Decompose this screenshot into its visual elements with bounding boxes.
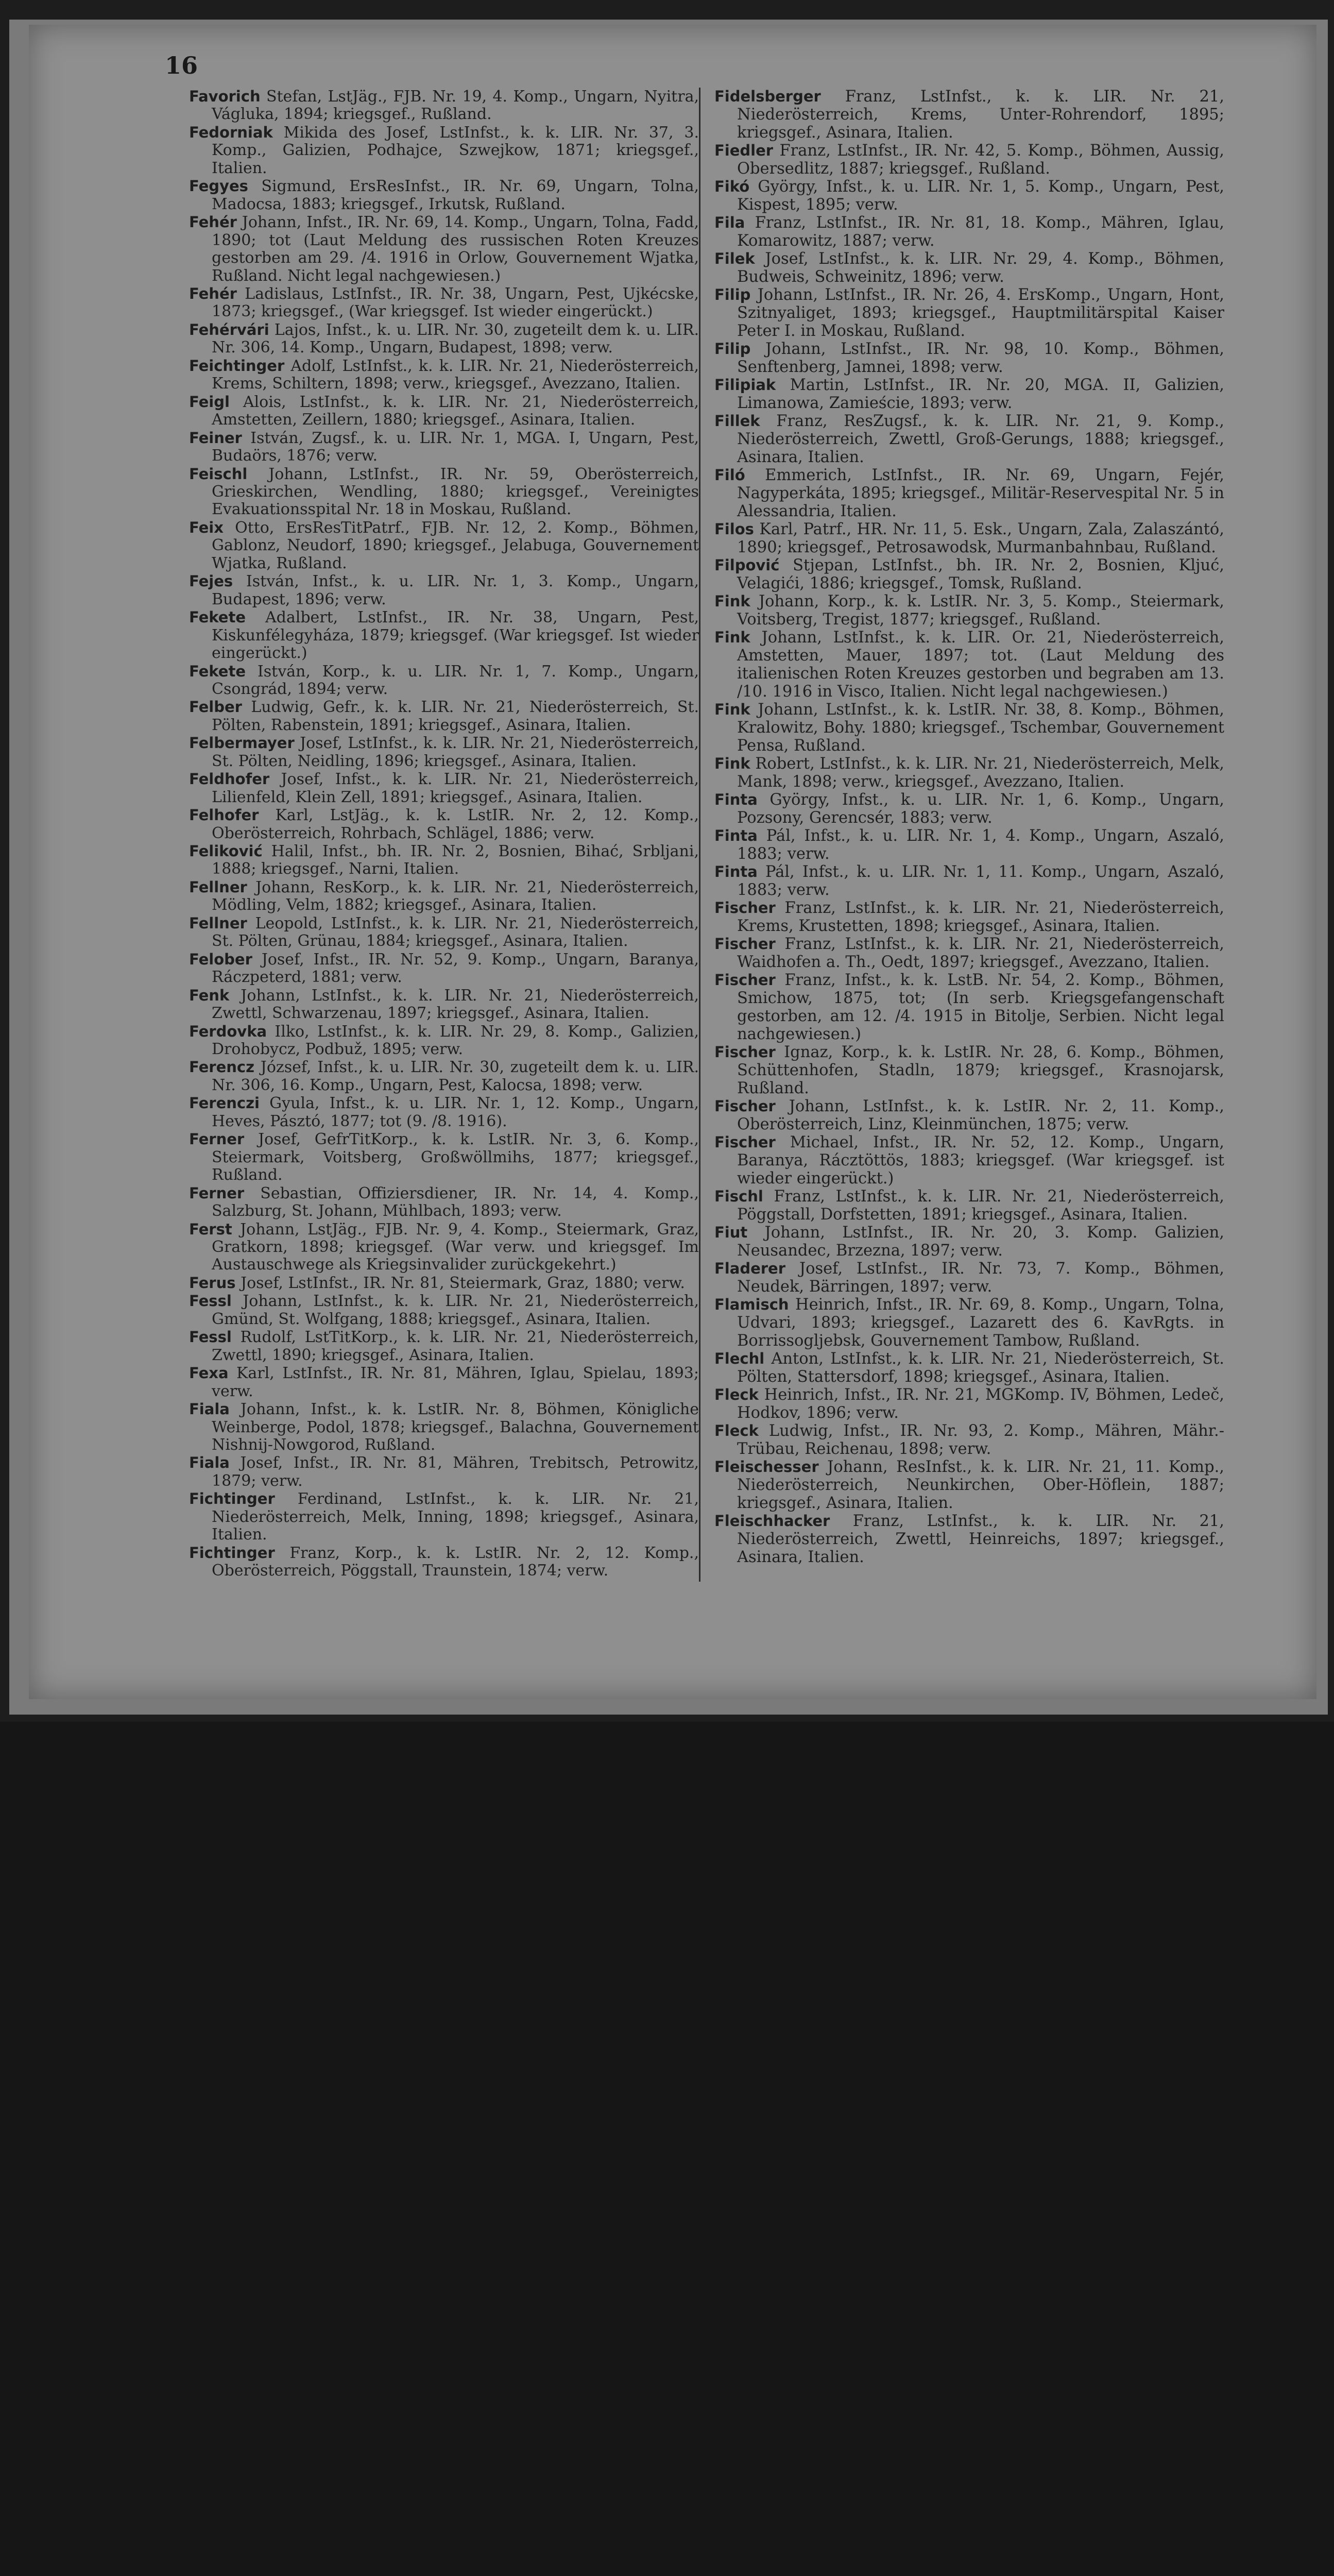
entry-surname: Fichtinger	[189, 1544, 275, 1562]
entry-surname: Felhofer	[189, 806, 259, 824]
register-entry	[714, 88, 1224, 142]
entry-details: Ludwig, Infst., IR. Nr. 93, 2. Komp., Mähren, Mähr.-Trübau, Reichenau, 1898; verw.	[737, 1422, 1224, 1458]
entry-details: Otto, ErsResTitPatrf., FJB. Nr. 12, 2. Komp., Böhmen, Gablonz, Neudorf, 1890; kriegsgef., Jelabuga, Gouvernement Wjatka, Rußland.	[212, 518, 699, 572]
register-entry	[189, 393, 699, 429]
entry-surname: Ferst	[189, 1220, 232, 1238]
register-entry	[189, 465, 699, 519]
register-entry	[714, 701, 1224, 755]
entry-surname: Fiedler	[714, 142, 774, 159]
register-entry	[189, 770, 699, 806]
entry-surname: Filip	[714, 340, 751, 358]
register-entry	[714, 1224, 1224, 1260]
register-entry	[714, 250, 1224, 286]
register-entry	[189, 1184, 699, 1221]
entry-details: Stefan, LstJäg., FJB. Nr. 19, 4. Komp., Ungarn, Nyitra, Vágluka, 1894; kriegsgef., Rußland.	[212, 88, 699, 124]
entry-surname: Favorich	[189, 88, 261, 105]
entry-details: Ludwig, Gefr., k. k. LIR. Nr. 21, Niederösterreich, St. Pölten, Rabenstein, 1891; kriegsgef., Asinara, Italien.	[212, 698, 699, 734]
register-entry	[189, 88, 699, 124]
register-entry	[714, 629, 1224, 701]
register-entry	[714, 592, 1224, 629]
entry-details: Gyula, Infst., k. u. LIR. Nr. 1, 12. Komp., Ungarn, Heves, Pásztó, 1877; tot (9. /8. 1916).	[212, 1094, 699, 1130]
entry-surname: Finta	[714, 863, 758, 880]
entry-surname: Ferus	[189, 1274, 236, 1292]
entry-details: Johann, Infst., k. k. LstIR. Nr. 8, Böhmen, Königliche Weinberge, Podol, 1878; kriegsgef., Balachna, Gouvernement Nishnij-Nowgorod, Rußland.	[212, 1400, 699, 1454]
entry-surname: Fiala	[189, 1454, 230, 1472]
register-entry	[714, 1512, 1224, 1566]
entry-details: Karl, LstJäg., k. k. LstIR. Nr. 2, 12. Komp., Oberösterreich, Rohrbach, Schlägel, 1886; verw.	[212, 806, 699, 842]
entry-details: Josef, Infst., k. k. LIR. Nr. 21, Niederösterreich, Lilienfeld, Klein Zell, 1891; kriegsgef., Asinara, Italien.	[212, 770, 699, 806]
register-entry	[189, 519, 699, 572]
entry-details: Johann, LstInfst., IR. Nr. 26, 4. ErsKomp., Ungarn, Hont, Szitnyaliget, 1893; kriegsgef., Hauptmilitärspital Kaiser Peter I. in Moskau, Rußland.	[737, 286, 1224, 340]
entry-details: Karl, LstInfst., IR. Nr. 81, Mähren, Iglau, Spielau, 1893; verw.	[212, 1364, 699, 1400]
entry-surname: Fink	[714, 701, 750, 718]
register-entry	[189, 663, 699, 699]
entry-surname: Ferner	[189, 1184, 245, 1202]
register-entry	[189, 734, 699, 770]
register-entry	[714, 1097, 1224, 1133]
register-entry	[189, 321, 699, 357]
register-entry	[189, 1274, 699, 1292]
entry-details: Josef, Infst., IR. Nr. 52, 9. Komp., Ungarn, Baranya, Ráczpeterd, 1881; verw.	[212, 950, 699, 987]
register-entry	[189, 357, 699, 393]
entry-details: István, Zugsf., k. u. LIR. Nr. 1, MGA. I, Ungarn, Pest, Budaörs, 1876; verw.	[212, 429, 699, 465]
entry-surname: Fehér	[189, 284, 237, 302]
entry-surname: Fidelsberger	[714, 88, 821, 105]
entry-details: Johann, LstInfst., IR. Nr. 59, Oberösterreich, Grieskirchen, Wendling, 1880; kriegsgef., Vereinigtes Evakuationsspital Nr. 18 in Moskau, Rußland.	[212, 465, 699, 519]
entry-details: Heinrich, Infst., IR. Nr. 69, 8. Komp., Ungarn, Tolna, Udvari, 1893; kriegsgef., Lazarett des 6. KavRgts. in Borrissogljebsk, Gouvernement Tambow, Rußland.	[737, 1296, 1224, 1350]
register-entry	[189, 213, 699, 285]
entry-details: Sebastian, Offiziersdiener, IR. Nr. 14, 4. Komp., Salzburg, St. Johann, Mühlbach, 1893; verw.	[212, 1184, 699, 1221]
entry-surname: Fikó	[714, 178, 750, 195]
register-entry	[189, 1454, 699, 1490]
register-entry	[189, 572, 699, 608]
entry-details: Johann, LstInfst., k. k. LIR. Nr. 21, Niederösterreich, Gmünd, St. Wolfgang, 1888; kriegsgef., Asinara, Italien.	[212, 1292, 699, 1328]
entry-details: Johann, LstInfst., k. k. LstIR. Nr. 2, 11. Komp., Oberösterreich, Linz, Kleinmünchen, 1875; verw.	[737, 1097, 1224, 1133]
entry-details: Ferdinand, LstInfst., k. k. LIR. Nr. 21, Niederösterreich, Melk, Inning, 1898; kriegsgef., Asinara, Italien.	[212, 1490, 699, 1544]
entry-surname: Fexa	[189, 1364, 229, 1382]
entry-details: Pál, Infst., k. u. LIR. Nr. 1, 4. Komp., Ungarn, Aszaló, 1883; verw.	[737, 827, 1224, 863]
entry-surname: Feiner	[189, 429, 242, 447]
register-entry	[189, 842, 699, 878]
entry-details: Franz, Korp., k. k. LstIR. Nr. 2, 12. Komp., Oberösterreich, Pöggstall, Traunstein, 1874; verw.	[212, 1544, 699, 1580]
register-entry	[189, 124, 699, 177]
entry-surname: Fila	[714, 214, 745, 231]
entry-surname: Fischer	[714, 935, 776, 953]
entry-surname: Fiut	[714, 1224, 748, 1241]
entry-details: Johann, LstInfst., IR. Nr. 20, 3. Komp. Galizien, Neusandec, Brzezna, 1897; verw.	[737, 1224, 1224, 1260]
register-entry	[189, 951, 699, 987]
register-entry	[714, 178, 1224, 214]
register-entry	[714, 1458, 1224, 1512]
entry-surname: Fellner	[189, 878, 247, 896]
entry-surname: Ferencz	[189, 1058, 254, 1076]
register-entry	[714, 755, 1224, 791]
entry-surname: Fehérvári	[189, 320, 269, 338]
register-entry	[714, 791, 1224, 827]
register-entry	[714, 340, 1224, 376]
register-entry	[714, 1350, 1224, 1386]
entry-surname: Fischer	[714, 1133, 776, 1151]
entry-details: Franz, LstInfst., k. k. LIR. Nr. 21, Niederösterreich, Krems, Krustetten, 1898; kriegsgef., Asinara, Italien.	[737, 899, 1224, 935]
entry-surname: Fleck	[714, 1386, 759, 1403]
entry-surname: Fillek	[714, 412, 760, 430]
register-entry	[714, 1043, 1224, 1097]
entry-surname: Fehér	[189, 213, 237, 231]
entry-details: Ladislaus, LstInfst., IR. Nr. 38, Ungarn, Pest, Ujkécske, 1873; kriegsgef., (War kriegsgef. Ist wieder eingerückt.)	[212, 284, 699, 321]
entry-surname: Fink	[714, 629, 750, 646]
register-entry	[714, 142, 1224, 178]
entry-details: Emmerich, LstInfst., IR. Nr. 69, Ungarn, Fejér, Nagyperkáta, 1895; kriegsgef., Militär-Reservespital Nr. 5 in Alessandria, Italien.	[737, 466, 1224, 520]
entry-surname: Filó	[714, 466, 745, 484]
entry-surname: Fischl	[714, 1188, 763, 1205]
entry-details: Halil, Infst., bh. IR. Nr. 2, Bosnien, Bihać, Srbljani, 1888; kriegsgef., Narni, Italien.	[212, 842, 699, 878]
entry-details: Alois, LstInfst., k. k. LIR. Nr. 21, Niederösterreich, Amstetten, Zeillern, 1880; kriegsgef., Asinara, Italien.	[212, 393, 699, 429]
entry-surname: Feldhofer	[189, 770, 270, 788]
entry-surname: Feigl	[189, 393, 230, 411]
register-entry	[189, 177, 699, 213]
right-column	[714, 88, 1224, 1566]
entry-details: Robert, LstInfst., k. k. LIR. Nr. 21, Niederösterreich, Melk, Mank, 1898; verw., kriegsgef., Avezzano, Italien.	[737, 755, 1224, 791]
entry-surname: Filos	[714, 520, 754, 538]
entry-details: Franz, ResZugsf., k. k. LIR. Nr. 21, 9. Komp., Niederösterreich, Zwettl, Groß-Gerungs, 1888; kriegsgef., Asinara, Italien.	[737, 412, 1224, 466]
register-entry	[189, 1221, 699, 1274]
register-entry	[714, 935, 1224, 971]
entry-details: Leopold, LstInfst., k. k. LIR. Nr. 21, Niederösterreich, St. Pölten, Grünau, 1884; kriegsgef., Asinara, Italien.	[212, 914, 699, 951]
register-entry	[189, 1400, 699, 1454]
entry-details: Franz, LstInfst., k. k. LIR. Nr. 21, Niederösterreich, Zwettl, Heinreichs, 1897; kriegsgef., Asinara, Italien.	[737, 1512, 1224, 1566]
entry-surname: Fladerer	[714, 1260, 786, 1277]
register-entry	[714, 1296, 1224, 1350]
entry-details: Ignaz, Korp., k. k. LstIR. Nr. 28, 6. Komp., Böhmen, Schüttenhofen, Stadln, 1879; kriegsgef., Krasnojarsk, Rußland.	[737, 1043, 1225, 1097]
register-entry	[714, 1188, 1224, 1224]
entry-surname: Fink	[714, 755, 750, 772]
entry-surname: Fleischhacker	[714, 1512, 830, 1530]
entry-details: Pál, Infst., k. u. LIR. Nr. 1, 11. Komp., Ungarn, Aszaló, 1883; verw.	[737, 863, 1224, 899]
entry-details: Rudolf, LstTitKorp., k. k. LIR. Nr. 21, Niederösterreich, Zwettl, 1890; kriegsgef., Asinara, Italien.	[212, 1328, 699, 1364]
entry-details: Franz, LstInfst., IR. Nr. 81, 18. Komp., Mähren, Iglau, Komarowitz, 1887; verw.	[737, 214, 1224, 250]
entry-surname: Fleck	[714, 1422, 759, 1439]
entry-details: Heinrich, Infst., IR. Nr. 21, MGKomp. IV, Böhmen, Ledeč, Hodkov, 1896; verw.	[737, 1386, 1224, 1422]
entry-surname: Felber	[189, 698, 242, 716]
entry-details: Johann, LstInfst., k. k. LIR. Nr. 21, Niederösterreich, Zwettl, Schwarzenau, 1897; kriegsgef., Asinara, Italien.	[212, 986, 699, 1023]
entry-surname: Ferenczi	[189, 1094, 260, 1112]
register-entry	[714, 1422, 1224, 1458]
register-entry	[189, 1544, 699, 1580]
entry-surname: Fleischesser	[714, 1458, 819, 1476]
register-entry	[189, 1328, 699, 1364]
entry-surname: Filpović	[714, 556, 780, 574]
entry-details: Franz, LstInfst., IR. Nr. 42, 5. Komp., Böhmen, Aussig, Obersedlitz, 1887; kriegsgef., Rußland.	[737, 142, 1224, 178]
register-entry	[189, 806, 699, 842]
register-entry	[189, 1130, 699, 1184]
entry-surname: Fejes	[189, 572, 233, 590]
entry-surname: Feischl	[189, 465, 248, 483]
entry-surname: Fedorniak	[189, 123, 273, 141]
entry-surname: Fessl	[189, 1292, 232, 1310]
entry-details: Johann, ResKorp., k. k. LIR. Nr. 21, Niederösterreich, Mödling, Velm, 1882; kriegsgef., Asinara, Italien.	[212, 878, 699, 914]
entry-surname: Felober	[189, 950, 252, 968]
entry-surname: Ferdovka	[189, 1022, 267, 1040]
entry-surname: Filip	[714, 286, 751, 303]
register-entry	[714, 899, 1224, 935]
register-entry	[189, 1094, 699, 1130]
register-entry	[189, 878, 699, 914]
entry-details: Franz, LstInfst., k. k. LIR. Nr. 21, Niederösterreich, Waidhofen a. Th., Oedt, 1897; kriegsgef., Avezzano, Italien.	[737, 935, 1224, 971]
register-entry	[189, 1292, 699, 1328]
entry-details: Josef, LstInfst., k. k. LIR. Nr. 21, Niederösterreich, St. Pölten, Neidling, 1896; kriegsgef., Asinara, Italien.	[212, 734, 699, 770]
register-entry	[714, 520, 1224, 556]
entry-details: György, Infst., k. u. LIR. Nr. 1, 6. Komp., Ungarn, Pozsony, Gerencsér, 1883; verw.	[737, 791, 1224, 827]
entry-details: István, Korp., k. u. LIR. Nr. 1, 7. Komp., Ungarn, Csongrád, 1894; verw.	[212, 662, 699, 698]
entry-details: Franz, LstInfst., k. k. LIR. Nr. 21, Niederösterreich, Pöggstall, Dorfstetten, 1891; kriegsgef., Asinara, Italien.	[737, 1188, 1224, 1224]
entry-details: Johann, LstInfst., k. k. LIR. Or. 21, Niederösterreich, Amstetten, Mauer, 1897; tot. (Laut Meldung des italienischen Roten Kreuzes gestorben und begraben am 13. /10. 1916 in Visco, Italien. Nicht legal nachgewiesen.)	[737, 629, 1224, 701]
entry-details: Johann, LstJäg., FJB. Nr. 9, 4. Komp., Steiermark, Graz, Gratkorn, 1898; kriegsgef. (War verw. und kriegsgef. Im Austauschwege als Kriegsinvalider zurückgekehrt.)	[212, 1220, 699, 1274]
entry-surname: Feix	[189, 518, 224, 536]
entry-details: Johann, LstInfst., k. k. LstIR. Nr. 38, 8. Komp., Böhmen, Kralowitz, Bohy. 1880; kriegsgef., Tschembar, Gouvernement Pensa, Rußland.	[737, 701, 1224, 755]
entry-details: Josef, LstInfst., IR. Nr. 81, Steiermark, Graz, 1880; verw.	[241, 1274, 685, 1292]
entry-details: Martin, LstInfst., IR. Nr. 20, MGA. II, Galizien, Limanowa, Zamieście, 1893; verw.	[737, 376, 1224, 412]
entry-surname: Fegyes	[189, 177, 248, 195]
entry-surname: Fekete	[189, 662, 246, 680]
entry-details: Johann, Infst., IR. Nr. 69, 14. Komp., Ungarn, Tolna, Fadd, 1890; tot (Laut Meldung des russischen Roten Kreuzes gestorben am 29. /4. 1916 in Orlow, Gouvernement Wjatka, Rußland. Nicht legal nachgewiesen.)	[212, 213, 699, 285]
register-entry	[714, 376, 1224, 412]
entry-surname: Fink	[714, 592, 750, 610]
entry-details: Josef, LstInfst., IR. Nr. 73, 7. Komp., Böhmen, Neudek, Bärringen, 1897; verw.	[737, 1260, 1225, 1296]
register-entry	[714, 1260, 1224, 1296]
column-divider	[699, 88, 700, 1582]
entry-details: József, Infst., k. u. LIR. Nr. 30, zugeteilt dem k. u. LIR. Nr. 306, 16. Komp., Ungarn, Pest, Kalocsa, 1898; verw.	[212, 1058, 699, 1094]
entry-surname: Fischer	[714, 1097, 776, 1115]
entry-surname: Finta	[714, 791, 758, 808]
register-entry	[189, 429, 699, 465]
entry-surname: Fenk	[189, 986, 230, 1004]
entry-details: Adolf, LstInfst., k. k. LIR. Nr. 21, Niederösterreich, Krems, Schiltern, 1898; verw., kriegsgef., Avezzano, Italien.	[212, 357, 699, 393]
entry-surname: Filipiak	[714, 376, 776, 394]
register-entry	[714, 412, 1224, 466]
entry-surname: Fekete	[189, 608, 246, 626]
entry-details: Adalbert, LstInfst., IR. Nr. 38, Ungarn, Pest, Kiskunfélegyháza, 1879; kriegsgef. (War kriegsgef. Ist wieder eingerückt.)	[212, 608, 699, 663]
entry-surname: Fischer	[714, 971, 776, 989]
register-entry	[189, 1364, 699, 1400]
register-entry	[189, 914, 699, 951]
entry-surname: Flamisch	[714, 1296, 789, 1313]
entry-details: Franz, Infst., k. k. LstB. Nr. 54, 2. Komp., Böhmen, Smichow, 1875, tot; (In serb. Kriegsgefangenschaft gestorben, am 12. /4. 1915 in Bitolje, Serbien. Nicht legal nachgewiesen.)	[737, 971, 1224, 1043]
register-entry	[189, 987, 699, 1023]
register-entry	[714, 556, 1224, 592]
entry-surname: Fessl	[189, 1328, 232, 1346]
entry-details: Josef, LstInfst., k. k. LIR. Nr. 29, 4. Komp., Böhmen, Budweis, Schweinitz, 1896; verw.	[737, 250, 1224, 286]
entry-surname: Finta	[714, 827, 758, 844]
entry-details: Josef, GefrTitKorp., k. k. LstIR. Nr. 3, 6. Komp., Steiermark, Voitsberg, Großwöllmihs, 1877; kriegsgef., Rußland.	[212, 1130, 699, 1184]
entry-details: Michael, Infst., IR. Nr. 52, 12. Komp., Ungarn, Baranya, Rácztöttös, 1883; kriegsgef. (War kriegsgef. ist wieder eingerückt.)	[737, 1133, 1224, 1188]
entry-surname: Ferner	[189, 1130, 245, 1148]
entry-surname: Flechl	[714, 1350, 765, 1367]
register-entry	[714, 466, 1224, 520]
register-entry	[189, 1490, 699, 1544]
register-entry	[189, 698, 699, 734]
register-entry	[714, 971, 1224, 1043]
entry-details: Ilko, LstInfst., k. k. LIR. Nr. 29, 8. Komp., Galizien, Drohobycz, Podbuž, 1895; verw.	[212, 1022, 699, 1059]
entry-details: György, Infst., k. u. LIR. Nr. 1, 5. Komp., Ungarn, Pest, Kispest, 1895; verw.	[737, 178, 1224, 214]
entry-details: Sigmund, ErsResInfst., IR. Nr. 69, Ungarn, Tolna, Madocsa, 1883; kriegsgef., Irkutsk, Rußland.	[212, 177, 699, 213]
register-entry	[189, 608, 699, 662]
left-column	[189, 88, 699, 1580]
entry-details: Anton, LstInfst., k. k. LIR. Nr. 21, Niederösterreich, St. Pölten, Stattersdorf, 1898; kriegsgef., Asinara, Italien.	[737, 1350, 1224, 1386]
register-entry	[189, 1058, 699, 1094]
page-number: 16	[165, 52, 198, 79]
entry-details: Franz, LstInfst., k. k. LIR. Nr. 21, Niederösterreich, Krems, Unter-Rohrendorf, 1895; kriegsgef., Asinara, Italien.	[737, 88, 1224, 142]
entry-surname: Fischer	[714, 1043, 776, 1061]
entry-surname: Fellner	[189, 914, 247, 932]
entry-surname: Fichtinger	[189, 1490, 275, 1508]
register-entry	[714, 286, 1224, 340]
register-entry	[189, 1023, 699, 1059]
register-entry	[714, 827, 1224, 863]
register-entry	[714, 1386, 1224, 1422]
entry-surname: Feliković	[189, 842, 263, 860]
entry-details: Johann, LstInfst., IR. Nr. 98, 10. Komp., Böhmen, Senftenberg, Jamnei, 1898; verw.	[737, 340, 1224, 376]
entry-details: Josef, Infst., IR. Nr. 81, Mähren, Trebitsch, Petrowitz, 1879; verw.	[212, 1454, 699, 1490]
viewer-footer	[0, 1722, 1334, 1828]
register-entry	[189, 285, 699, 321]
entry-surname: Fiala	[189, 1400, 230, 1418]
entry-details: Karl, Patrf., HR. Nr. 11, 5. Esk., Ungarn, Zala, Zalaszántó, 1890; kriegsgef., Petrosawodsk, Murmanbahnbau, Rußland.	[737, 520, 1224, 556]
entry-details: István, Infst., k. u. LIR. Nr. 1, 3. Komp., Ungarn, Budapest, 1896; verw.	[212, 572, 699, 608]
entry-details: Stjepan, LstInfst., bh. IR. Nr. 2, Bosnien, Kljuć, Velagići, 1886; kriegsgef., Tomsk, Rußland.	[737, 556, 1224, 592]
entry-details: Lajos, Infst., k. u. LIR. Nr. 30, zugeteilt dem k. u. LIR. Nr. 306, 14. Komp., Ungarn, Budapest, 1898; verw.	[212, 320, 699, 357]
entry-details: Mikida des Josef, LstInfst., k. k. LIR. Nr. 37, 3. Komp., Galizien, Podhajce, Szwejkow, 1871; kriegsgef., Italien.	[212, 123, 699, 177]
entry-surname: Filek	[714, 250, 755, 267]
entry-surname: Felbermayer	[189, 734, 295, 752]
register-entry	[714, 1133, 1224, 1188]
entry-details: Johann, Korp., k. k. LstIR. Nr. 3, 5. Komp., Steiermark, Voitsberg, Tregist, 1877; kriegsgef., Rußland.	[737, 592, 1224, 629]
register-entry	[714, 214, 1224, 250]
entry-surname: Feichtinger	[189, 357, 285, 375]
register-entry	[714, 863, 1224, 899]
entry-details: Johann, ResInfst., k. k. LIR. Nr. 21, 11. Komp., Niederösterreich, Neunkirchen, Ober-Höflein, 1887; kriegsgef., Asinara, Italien.	[737, 1458, 1224, 1512]
entry-surname: Fischer	[714, 899, 776, 917]
